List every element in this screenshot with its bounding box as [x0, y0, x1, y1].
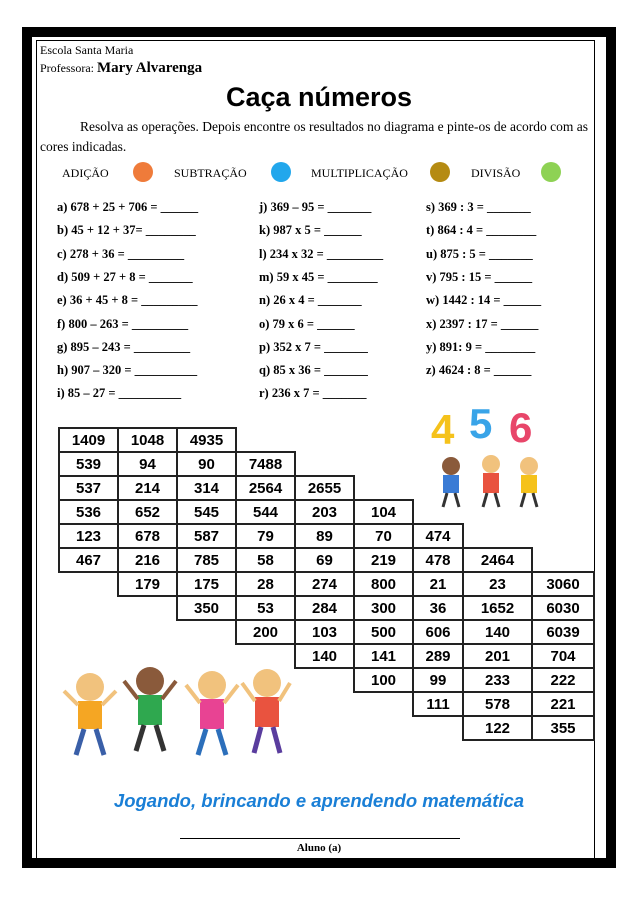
grid-empty — [118, 620, 177, 644]
grid-row — [59, 692, 594, 716]
grid-cell[interactable]: 289 — [413, 644, 463, 668]
grid-empty — [295, 716, 354, 740]
school-name: Escola Santa Maria — [40, 43, 134, 57]
grid-empty — [532, 524, 594, 548]
grid-cell[interactable]: 140 — [295, 644, 354, 668]
grid-cell[interactable]: 4935 — [177, 428, 236, 452]
operation-item: m) 59 x 45 = ________ — [259, 269, 378, 284]
grid-cell[interactable]: 652 — [118, 500, 177, 524]
grid-cell[interactable]: 140 — [463, 620, 532, 644]
operation-item: s) 369 : 3 = _______ — [426, 200, 531, 214]
grid-cell[interactable]: 545 — [177, 500, 236, 524]
grid-empty — [354, 476, 413, 500]
operation-item: t) 864 : 4 = ________ — [426, 223, 537, 238]
grid-cell[interactable]: 6039 — [532, 620, 594, 644]
grid-row — [59, 452, 594, 476]
operation-item: p) 352 x 7 = _______ — [259, 339, 368, 354]
operation-item: h) 907 – 320 = __________ — [57, 363, 198, 378]
legend-label-subtracao: SUBTRAÇÃO — [174, 166, 247, 180]
grid-empty — [59, 692, 118, 716]
grid-empty — [236, 428, 295, 452]
grid-cell[interactable]: 141 — [354, 644, 413, 668]
operation-item: e) 36 + 45 + 8 = _________ — [57, 293, 198, 308]
operation-item: g) 895 – 243 = _________ — [57, 339, 191, 354]
grid-cell[interactable]: 537 — [59, 476, 118, 500]
grid-cell[interactable]: 350 — [177, 596, 236, 620]
grid-cell[interactable]: 800 — [354, 572, 413, 596]
grid-empty — [177, 716, 236, 740]
operation-item: n) 26 x 4 = _______ — [259, 293, 362, 308]
operation-item: r) 236 x 7 = _______ — [259, 386, 367, 401]
operation-item: q) 85 x 36 = _______ — [259, 363, 368, 378]
grid-row — [59, 716, 594, 740]
grid-row — [59, 500, 594, 524]
legend-label-divisao: DIVISÃO — [471, 166, 521, 180]
grid-cell[interactable]: 111 — [413, 692, 463, 716]
grid-cell[interactable]: 216 — [118, 548, 177, 572]
grid-cell[interactable]: 284 — [295, 596, 354, 620]
grid-empty — [413, 500, 463, 524]
grid-empty — [463, 476, 532, 500]
grid-empty — [177, 692, 236, 716]
student-label: Aluno (a) — [296, 842, 342, 854]
grid-empty — [177, 620, 236, 644]
grid-empty — [177, 668, 236, 692]
legend-swatch-multiplicacao — [430, 162, 450, 182]
grid-cell[interactable]: 355 — [532, 716, 594, 740]
grid-cell[interactable]: 200 — [236, 620, 295, 644]
teacher-label: Professora: — [40, 61, 94, 75]
grid-empty — [354, 692, 413, 716]
grid-empty — [463, 500, 532, 524]
grid-row — [59, 524, 594, 548]
grid-empty — [295, 668, 354, 692]
operation-item: o) 79 x 6 = ______ — [259, 316, 355, 331]
operation-item: u) 875 : 5 = _______ — [426, 246, 533, 261]
operation-item: i) 85 – 27 = __________ — [57, 386, 182, 401]
grid-empty — [118, 596, 177, 620]
grid-empty — [463, 428, 532, 452]
grid-cell[interactable]: 122 — [463, 716, 532, 740]
grid-cell[interactable]: 203 — [295, 500, 354, 524]
grid-cell[interactable]: 90 — [177, 452, 236, 476]
operation-item: a) 678 + 25 + 706 = ______ — [57, 200, 199, 214]
operation-item: j) 369 – 95 = _______ — [259, 200, 372, 214]
operation-item: x) 2397 : 17 = ______ — [426, 316, 539, 331]
grid-cell[interactable]: 89 — [295, 524, 354, 548]
grid-cell[interactable]: 79 — [236, 524, 295, 548]
grid-empty — [59, 644, 118, 668]
grid-empty — [413, 476, 463, 500]
svg-text:4: 4 — [431, 406, 455, 453]
grid-cell[interactable]: 222 — [532, 668, 594, 692]
grid-cell[interactable]: 36 — [413, 596, 463, 620]
teacher-line — [40, 60, 202, 77]
operation-item: w) 1442 : 14 = ______ — [426, 293, 542, 308]
grid-row — [59, 572, 594, 596]
grid-empty — [295, 428, 354, 452]
legend-label-multiplicacao: MULTIPLICAÇÃO — [311, 166, 408, 180]
operation-item: d) 509 + 27 + 8 = _______ — [57, 269, 193, 284]
grid-empty — [354, 428, 413, 452]
grid-row — [59, 476, 594, 500]
grid-empty — [413, 452, 463, 476]
grid-cell[interactable]: 6030 — [532, 596, 594, 620]
grid-cell[interactable]: 2564 — [236, 476, 295, 500]
operation-item: y) 891: 9 = ________ — [426, 339, 536, 354]
grid-empty — [413, 716, 463, 740]
operation-item: l) 234 x 32 = _________ — [259, 246, 384, 261]
grid-cell[interactable]: 100 — [354, 668, 413, 692]
operation-item: v) 795 : 15 = ______ — [426, 269, 533, 284]
operation-item: k) 987 x 5 = ______ — [259, 223, 362, 238]
grid-cell[interactable]: 233 — [463, 668, 532, 692]
grid-cell[interactable]: 53 — [236, 596, 295, 620]
grid-empty — [59, 668, 118, 692]
svg-text:5: 5 — [469, 400, 493, 447]
grid-empty — [532, 476, 594, 500]
grid-cell[interactable]: 214 — [118, 476, 177, 500]
grid-cell[interactable]: 21 — [413, 572, 463, 596]
grid-cell[interactable]: 104 — [354, 500, 413, 524]
footer-slogan: Jogando, brincando e aprendendo matemática — [113, 790, 525, 811]
grid-row — [59, 428, 594, 452]
grid-empty — [236, 716, 295, 740]
grid-row — [59, 644, 594, 668]
grid-cell[interactable]: 587 — [177, 524, 236, 548]
grid-row — [59, 668, 594, 692]
grid-cell[interactable]: 1652 — [463, 596, 532, 620]
grid-row — [59, 620, 594, 644]
grid-cell[interactable]: 785 — [177, 548, 236, 572]
legend-swatch-divisao — [541, 162, 561, 182]
grid-row — [59, 548, 594, 572]
signature-line — [180, 838, 460, 839]
grid-cell[interactable]: 467 — [59, 548, 118, 572]
grid-empty — [532, 428, 594, 452]
instructions: Resolva as operações. Depois encontre os resultados no diagrama e pinte-os de acordo com as cores indicadas. — [40, 119, 588, 154]
legend-swatch-subtracao — [271, 162, 291, 182]
grid-cell[interactable]: 274 — [295, 572, 354, 596]
grid-empty — [59, 716, 118, 740]
operation-item: z) 4624 : 8 = ______ — [426, 363, 532, 378]
grid-cell[interactable]: 103 — [295, 620, 354, 644]
grid-cell[interactable]: 219 — [354, 548, 413, 572]
operation-item: b) 45 + 12 + 37= ________ — [57, 223, 196, 238]
grid-cell[interactable]: 123 — [59, 524, 118, 548]
grid-empty — [463, 524, 532, 548]
grid-empty — [236, 692, 295, 716]
grid-cell[interactable]: 1048 — [118, 428, 177, 452]
grid-empty — [532, 452, 594, 476]
grid-cell[interactable]: 1409 — [59, 428, 118, 452]
legend-swatch-adicao — [133, 162, 153, 182]
grid-empty — [532, 500, 594, 524]
grid-cell[interactable]: 578 — [463, 692, 532, 716]
grid-cell[interactable]: 3060 — [532, 572, 594, 596]
operation-item: f) 800 – 263 = _________ — [57, 316, 189, 331]
grid-empty — [59, 596, 118, 620]
grid-empty — [118, 716, 177, 740]
operation-item: c) 278 + 36 = _________ — [57, 246, 185, 261]
grid-row — [59, 596, 594, 620]
grid-empty — [59, 572, 118, 596]
number-grid — [58, 427, 595, 741]
grid-cell[interactable]: 500 — [354, 620, 413, 644]
grid-cell[interactable]: 478 — [413, 548, 463, 572]
grid-cell[interactable]: 7488 — [236, 452, 295, 476]
grid-empty — [532, 548, 594, 572]
grid-cell[interactable]: 69 — [295, 548, 354, 572]
grid-cell[interactable]: 58 — [236, 548, 295, 572]
grid-empty — [59, 620, 118, 644]
grid-cell[interactable]: 606 — [413, 620, 463, 644]
grid-cell[interactable]: 704 — [532, 644, 594, 668]
grid-cell[interactable]: 23 — [463, 572, 532, 596]
grid-cell[interactable]: 175 — [177, 572, 236, 596]
teacher-name: Mary Alvarenga — [97, 60, 203, 76]
grid-cell[interactable]: 221 — [532, 692, 594, 716]
grid-empty — [236, 644, 295, 668]
grid-cell[interactable]: 474 — [413, 524, 463, 548]
grid-cell[interactable]: 2464 — [463, 548, 532, 572]
grid-cell[interactable]: 70 — [354, 524, 413, 548]
grid-empty — [413, 428, 463, 452]
grid-cell[interactable]: 300 — [354, 596, 413, 620]
grid-cell[interactable]: 536 — [59, 500, 118, 524]
grid-empty — [354, 452, 413, 476]
grid-cell[interactable]: 544 — [236, 500, 295, 524]
grid-cell[interactable]: 314 — [177, 476, 236, 500]
grid-empty — [295, 692, 354, 716]
page-title: Caça números — [225, 82, 413, 112]
grid-cell[interactable]: 201 — [463, 644, 532, 668]
grid-empty — [118, 644, 177, 668]
grid-empty — [295, 452, 354, 476]
legend-label-adicao: ADIÇÃO — [62, 166, 109, 180]
svg-text:6: 6 — [509, 404, 533, 451]
grid-cell[interactable]: 539 — [59, 452, 118, 476]
grid-empty — [354, 716, 413, 740]
grid-empty — [177, 644, 236, 668]
grid-empty — [463, 452, 532, 476]
grid-empty — [236, 668, 295, 692]
grid-empty — [118, 668, 177, 692]
grid-cell[interactable]: 2655 — [295, 476, 354, 500]
grid-cell[interactable]: 28 — [236, 572, 295, 596]
grid-cell[interactable]: 678 — [118, 524, 177, 548]
grid-empty — [118, 692, 177, 716]
grid-cell[interactable]: 179 — [118, 572, 177, 596]
grid-cell[interactable]: 99 — [413, 668, 463, 692]
grid-cell[interactable]: 94 — [118, 452, 177, 476]
